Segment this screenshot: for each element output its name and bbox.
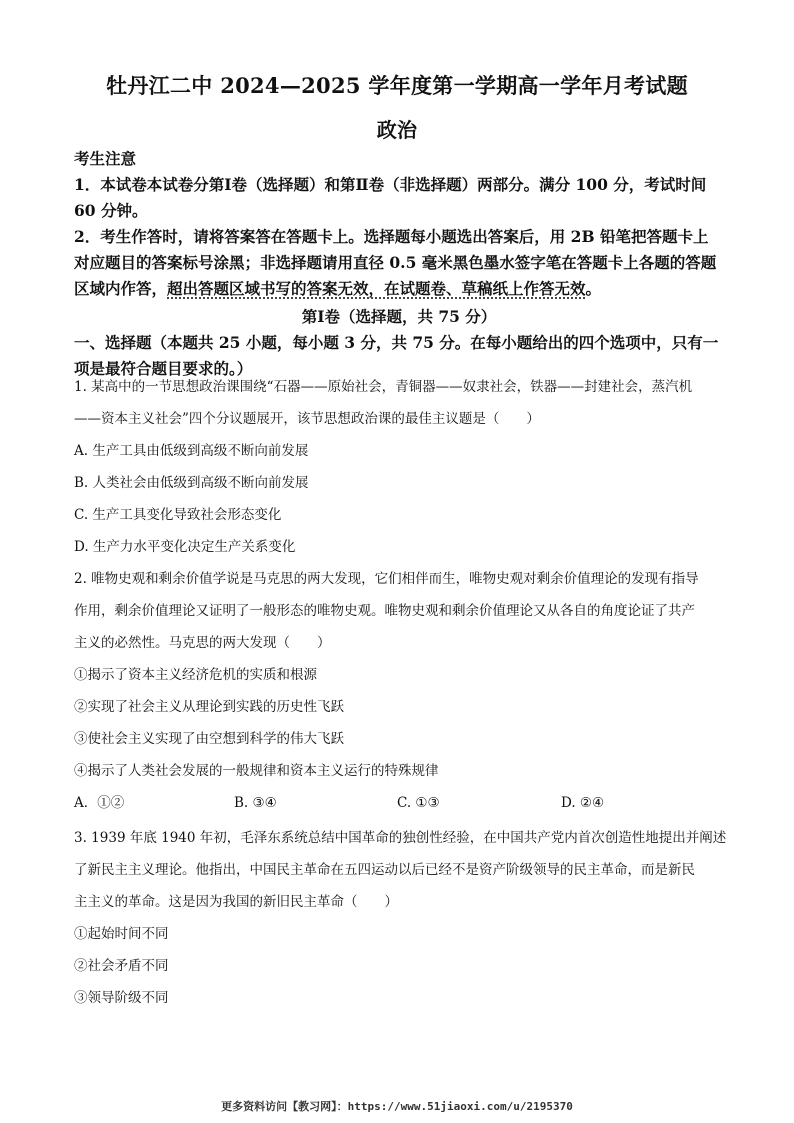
q2-option-d: D. ②④ bbox=[561, 795, 605, 811]
notice-item2-line2: 对应题目的答案标号涂黑；非选择题请用直径 0.5 毫米黑色墨水签字笔在答题卡上各题的答题 bbox=[74, 253, 717, 272]
q2-option-b: B. ③④ bbox=[234, 795, 277, 811]
q2-stem-line1: 2. 唯物史观和剩余价值学说是马克思的两大发现，它们相伴而生，唯物史观对剩余价值理论的发现有指导 bbox=[74, 571, 699, 587]
section-heading-line2: 项是最符合题目要求的。） bbox=[74, 359, 253, 378]
subject-title: 政治 bbox=[376, 118, 418, 142]
q3-statement-3: ③领导阶级不同 bbox=[74, 990, 169, 1006]
q3-statement-2: ②社会矛盾不同 bbox=[74, 958, 169, 974]
q3-stem-line2: 了新民主主义理论。他指出，中国民主革命在五四运动以后已经不是资产阶级领导的民主革命，而是新民 bbox=[74, 862, 695, 878]
q2-option-c: C. ①③ bbox=[397, 795, 440, 811]
q1-option-a: A. 生产工具由低级到高级不断向前发展 bbox=[74, 443, 309, 459]
part1-heading: 第Ⅰ卷（选择题，共 75 分） bbox=[301, 307, 497, 326]
q2-statement-2: ②实现了社会主义从理论到实践的历史性飞跃 bbox=[74, 699, 344, 715]
q2-options bbox=[74, 787, 724, 819]
notice-item2-line3-end: 。 bbox=[585, 279, 602, 298]
q2-stem-line2: 作用，剩余价值理论又证明了一般形态的唯物史观。唯物史观和剩余价值理论又从各自的角度论证了共产 bbox=[74, 603, 695, 619]
q1-option-c: C. 生产工具变化导致社会形态变化 bbox=[74, 507, 282, 523]
notice-item2-line3-start: 区域内作答， bbox=[74, 279, 168, 298]
section-heading-line1: 一、选择题（本题共 25 小题，每小题 3 分，共 75 分。在每小题给出的四个选项中，只有一 bbox=[74, 333, 719, 352]
notice-item2-line1: 2．考生作答时，请将答案答在答题卡上。选择题每小题选出答案后，用 2B 铅笔把答题卡上 bbox=[74, 227, 709, 246]
notice-item1-line2: 60 分钟。 bbox=[74, 201, 148, 220]
q1-option-d: D. 生产力水平变化决定生产关系变化 bbox=[74, 539, 296, 555]
notice-item1-line1: 1．本试卷本试卷分第Ⅰ卷（选择题）和第Ⅱ卷（非选择题）两部分。满分 100 分，考试时间 bbox=[74, 175, 707, 194]
notice-section bbox=[74, 146, 724, 382]
q3-stem-line1: 3. 1939 年底 1940 年初，毛泽东系统总结中国革命的独创性经验，在中国共产党内首次创造性地提出并阐述 bbox=[74, 830, 727, 846]
notice-item2-line3 bbox=[74, 276, 724, 302]
q1-stem-line2: ——资本主义社会”四个分议题展开，该节思想政治课的最佳主议题是（ ） bbox=[74, 411, 540, 427]
q2-option-a: A．①② bbox=[74, 795, 125, 811]
notice-item2-emphasis: 超出答题区域书写的答案无效，在试题卷、草稿纸上作答无效 bbox=[167, 279, 586, 298]
notice-heading: 考生注意 bbox=[74, 149, 137, 168]
q2-statement-3: ③使社会主义实现了由空想到科学的伟大飞跃 bbox=[74, 731, 344, 747]
footer-link[interactable]: 更多资料访问【教习网】：https://www.51jiaoxi.com/u/2195370 bbox=[221, 1100, 573, 1113]
q2-statement-4: ④揭示了人类社会发展的一般规律和资本主义运行的特殊规律 bbox=[74, 763, 439, 779]
question-list bbox=[74, 371, 727, 1014]
q1-stem-line1: 1. 某高中的一节思想政治课围绕“石器——原始社会，青铜器——奴隶社会，铁器——封建社会，蒸汽机 bbox=[74, 379, 693, 395]
q3-stem-line3: 主主义的革命。这是因为我国的新旧民主革命（ ） bbox=[74, 894, 398, 910]
exam-title: 牡丹江二中 2024—2025 学年度第一学期高一学年月考试题 bbox=[106, 73, 688, 98]
q1-option-b: B. 人类社会由低级到高级不断向前发展 bbox=[74, 475, 309, 491]
q2-statement-1: ①揭示了资本主义经济危机的实质和根源 bbox=[74, 667, 317, 683]
q2-stem-line3: 主义的必然性。马克思的两大发现（ ） bbox=[74, 635, 331, 651]
q3-statement-1: ①起始时间不同 bbox=[74, 926, 169, 942]
